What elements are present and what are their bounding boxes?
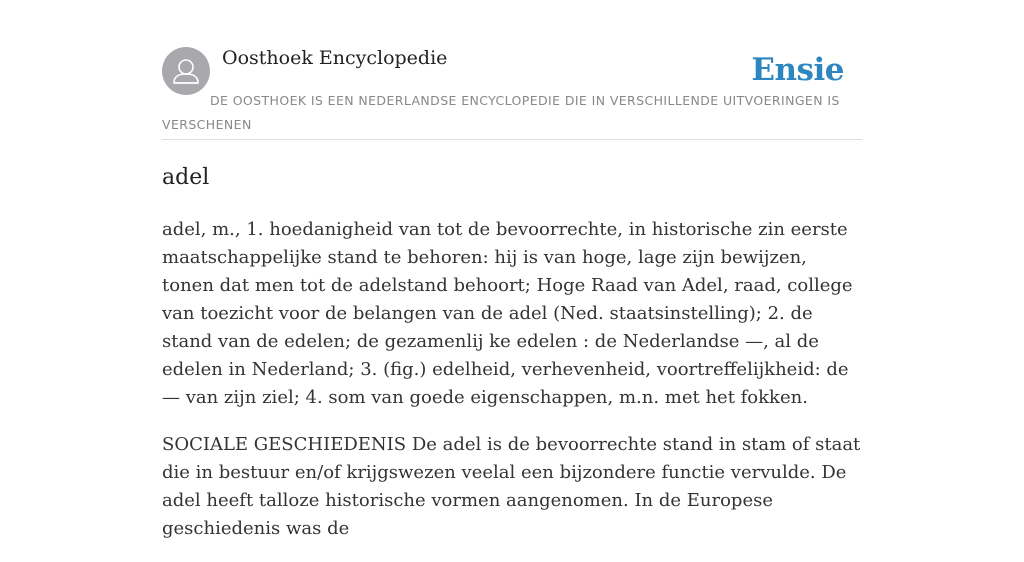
brand-logo[interactable]: Ensie <box>751 52 844 88</box>
page <box>162 0 862 539</box>
source-name-link[interactable]: Oosthoek Encyclopedie <box>222 47 448 69</box>
article-title: adel <box>162 165 210 190</box>
article-body <box>162 216 862 562</box>
source-tagline: DE OOSTHOEK IS EEN NEDERLANDSE ENCYCLOPEDIE DIE IN VERSCHILLENDE UITVOERINGEN IS VERSCHENEN <box>162 93 840 132</box>
article-paragraph: adel, m., 1. hoedanigheid van tot de bevoorrechte, in historische zin eerste maatschappelijke stand te behoren: hij is van hoge, lage zijn bewijzen, tonen dat men tot de adelstand behoort; Hoge Raad van Adel, raad, college van toezicht voor de belangen van de adel (Ned. staatsinstelling); 2. de stand van de edelen; de gezamenlij ke edelen : de Nederlandse —, al de edelen in Nederland; 3. (fig.) edelheid, verhevenheid, voortreffelijkheid: de — van zijn ziel; 4. som van goede eigenschappen, m.n. met het fokken. <box>162 219 853 408</box>
site-header <box>162 0 862 140</box>
user-icon <box>162 47 210 95</box>
article-paragraph: SOCIALE GESCHIEDENIS De adel is de bevoorrechte stand in stam of staat die in bestuur en/of krijgswezen veelal een bijzondere functie vervulde. De adel heeft talloze historische vormen aangenomen. In de Europese geschiedenis was de <box>162 434 861 539</box>
avatar[interactable] <box>162 47 210 95</box>
